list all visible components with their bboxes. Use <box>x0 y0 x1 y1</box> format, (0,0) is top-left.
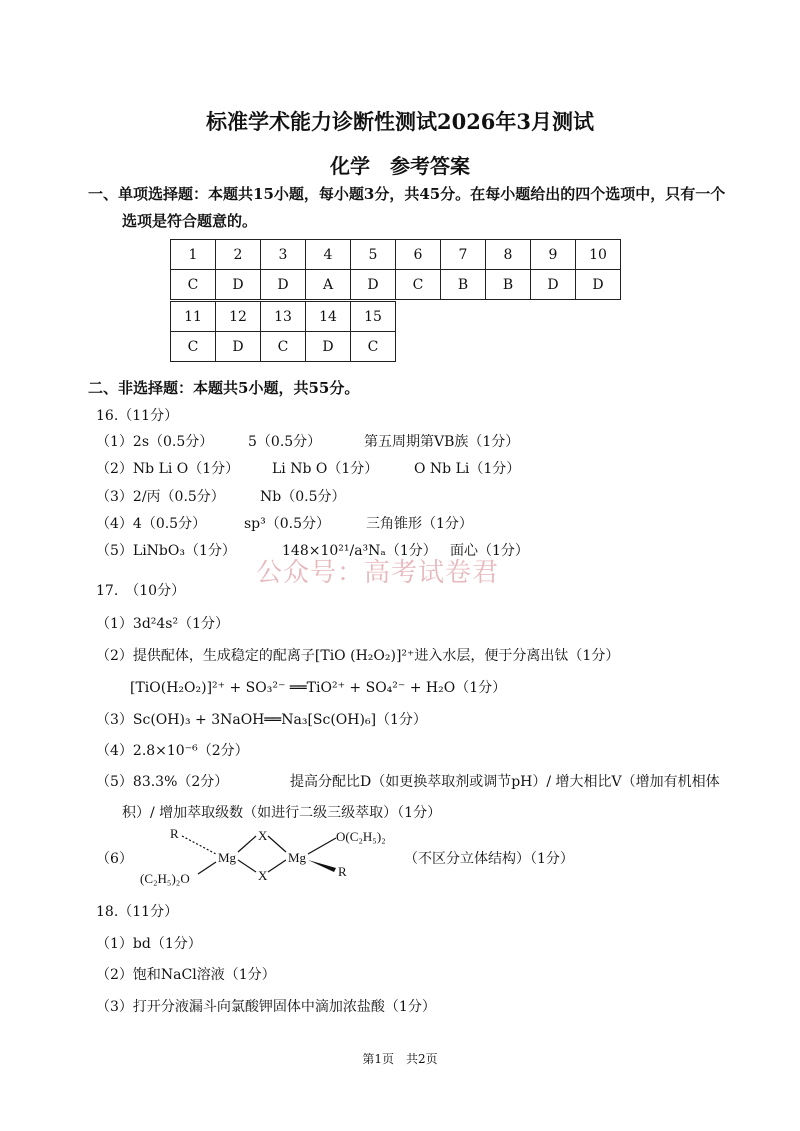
table-cell: D <box>351 270 396 300</box>
grignard-dimer-structure <box>140 826 410 886</box>
q16-line4-a: （4）4（0.5分） <box>96 516 207 532</box>
table-cell: D <box>576 270 621 300</box>
table-cell: 15 <box>351 302 396 332</box>
section1-heading-line1: 一、单项选择题：本题共15小题，每小题3分，共45分。在每小题给出的四个选项中，只有一个 <box>88 185 726 203</box>
q16-heading: 16.（11分） <box>96 408 179 424</box>
q16-line2-a: （2）Nb Li O（1分） <box>96 461 240 477</box>
page-title: 标准学术能力诊断性测试2026年3月测试 <box>205 109 595 134</box>
q16-line1-b: 5（0.5分） <box>248 434 322 450</box>
section2-heading: 二、非选择题：本题共5小题，共55分。 <box>88 379 360 397</box>
table-cell: 11 <box>171 302 216 332</box>
table-cell: 13 <box>261 302 306 332</box>
table-row <box>171 270 621 300</box>
table-cell: 2 <box>216 240 261 270</box>
table-row <box>171 302 396 332</box>
table-cell: B <box>441 270 486 300</box>
q18-line1: （1）bd（1分） <box>96 936 202 952</box>
table-cell: 7 <box>441 240 486 270</box>
q16-line5-c: 面心（1分） <box>450 543 529 559</box>
table-cell: C <box>396 270 441 300</box>
q17-line6-label: （6） <box>96 851 133 867</box>
q17-line6-note: （不区分立体结构）（1分） <box>404 851 574 867</box>
q17-line5-c: 积）/ 增加萃取级数（如进行二级三级萃取）（1分） <box>122 805 442 821</box>
table-cell: C <box>261 332 306 362</box>
page-footer: 第1页 共2页 <box>362 1052 438 1066</box>
table-cell: D <box>531 270 576 300</box>
answer-table-1 <box>170 239 621 300</box>
q16-line5-b: 148×10²¹/a³Nₐ（1分） <box>282 543 437 559</box>
mol-oet-bottom: (C₂H₅)₂O <box>140 871 190 886</box>
q16-line2-b: Li Nb O（1分） <box>272 461 379 477</box>
mol-bond <box>268 836 286 852</box>
q17-line3: （3）Sc(OH)₃ + 3NaOH══Na₃[Sc(OH)₆]（1分） <box>96 712 427 728</box>
table-cell: 12 <box>216 302 261 332</box>
watermark: 公众号：高考试卷君 <box>256 558 500 588</box>
q16-line2-c: O Nb Li（1分） <box>414 461 521 477</box>
table-cell: C <box>171 332 216 362</box>
q17-heading: 17. （10分） <box>96 583 186 599</box>
q17-line5-b: 提高分配比D（如更换萃取剂或调节pH）/ 增大相比V（增加有机相体 <box>290 774 720 790</box>
table-cell: A <box>306 270 351 300</box>
q16-line1-a: （1）2s（0.5分） <box>96 434 214 450</box>
page-subtitle: 化学 参考答案 <box>330 154 470 178</box>
mol-r-bottom: R <box>338 864 347 879</box>
table-row <box>171 240 621 270</box>
mol-r-top: R <box>170 826 179 841</box>
mol-bond <box>268 860 286 872</box>
q16-line4-c: 三角锥形（1分） <box>366 516 473 532</box>
mol-bond <box>198 862 216 874</box>
mol-bond <box>308 838 336 854</box>
table-row <box>171 332 396 362</box>
table-cell: 1 <box>171 240 216 270</box>
table-cell: 9 <box>531 240 576 270</box>
table-cell: C <box>351 332 396 362</box>
table-cell: D <box>216 332 261 362</box>
table-cell: 10 <box>576 240 621 270</box>
table-cell: 3 <box>261 240 306 270</box>
answer-table-2 <box>170 301 396 362</box>
q17-line1: （1）3d²4s²（1分） <box>96 616 229 632</box>
table-cell: C <box>171 270 216 300</box>
mol-bond-dashed <box>182 836 216 854</box>
mol-bond <box>238 860 256 872</box>
table-cell: 8 <box>486 240 531 270</box>
mol-mg-right: Mg <box>288 850 307 865</box>
table-cell: D <box>261 270 306 300</box>
q17-line4: （4）2.8×10⁻⁶（2分） <box>96 743 249 759</box>
table-cell: D <box>306 332 351 362</box>
table-cell: 4 <box>306 240 351 270</box>
q17-line5-a: （5）83.3%（2分） <box>96 774 229 790</box>
table-cell: 6 <box>396 240 441 270</box>
mol-mg-left: Mg <box>218 850 237 865</box>
mol-x-top: X <box>258 828 268 843</box>
q18-heading: 18.（11分） <box>96 904 179 920</box>
table-cell: D <box>216 270 261 300</box>
section1-heading-line2: 选项是符合题意的。 <box>122 212 258 230</box>
table-cell: 14 <box>306 302 351 332</box>
mol-wedge-bond <box>308 860 336 872</box>
q16-line1-c: 第五周期第VB族（1分） <box>364 434 520 450</box>
q16-line3-b: Nb（0.5分） <box>260 489 346 505</box>
q16-line4-b: sp³（0.5分） <box>244 516 331 532</box>
mol-oet-top: O(C₂H₅)₂ <box>336 829 386 844</box>
q16-line3-a: （3）2/丙（0.5分） <box>96 489 225 505</box>
q17-line2-equation: [TiO(H₂O₂)]²⁺ + SO₃²⁻ ══TiO²⁺ + SO₄²⁻ + H₂O（1分） <box>130 680 507 696</box>
q18-line2: （2）饱和NaCl溶液（1分） <box>96 967 276 983</box>
table-cell: 5 <box>351 240 396 270</box>
q16-line5-a: （5）LiNbO₃（1分） <box>96 543 236 559</box>
table-cell: B <box>486 270 531 300</box>
mol-x-bottom: X <box>258 868 268 883</box>
q18-line3: （3）打开分液漏斗向氯酸钾固体中滴加浓盐酸（1分） <box>96 999 436 1015</box>
q17-line2: （2）提供配体，生成稳定的配离子[TiO (H₂O₂)]²⁺进入水层，便于分离出钛（1分） <box>96 648 620 664</box>
mol-bond <box>238 836 256 852</box>
